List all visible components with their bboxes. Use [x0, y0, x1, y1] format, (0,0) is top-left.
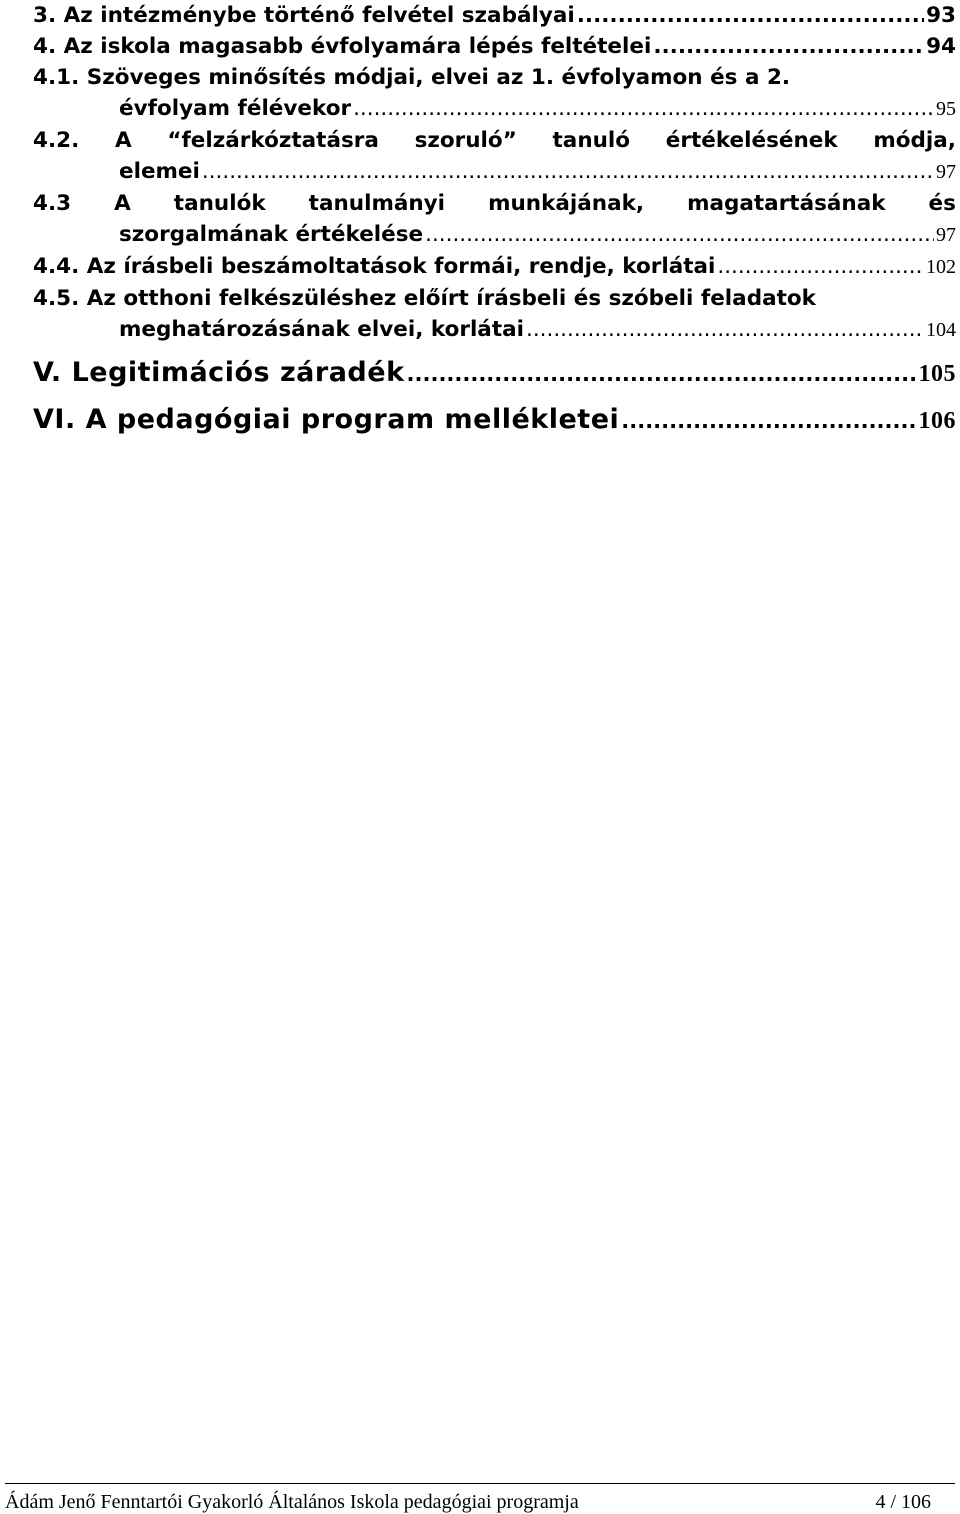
toc-entry-VI[interactable] — [33, 397, 956, 444]
table-of-contents — [33, 0, 956, 444]
toc-entry-title-line2: meghatározásának elvei, korlátai — [119, 317, 524, 342]
toc-word: “felzárkóztatásra — [167, 128, 379, 153]
toc-entry-number: 4.3 — [33, 191, 72, 216]
toc-word: értékelésének — [665, 128, 838, 153]
page-footer — [5, 1483, 955, 1514]
toc-entry-title: 3. Az intézménybe történő felvétel szabályai — [33, 3, 575, 28]
toc-word: magatartásának — [687, 191, 886, 216]
toc-entry-title: 4. Az iskola magasabb évfolyamára lépés feltételei — [33, 34, 652, 59]
toc-entry-V[interactable] — [33, 350, 956, 397]
toc-leader-dots — [577, 0, 924, 31]
toc-entry-title: 4.4. Az írásbeli beszámoltatások formái, rendje, korlátai — [33, 254, 716, 279]
toc-word: A — [114, 128, 132, 153]
toc-entry-title: V. Legitimációs záradék — [33, 357, 405, 388]
toc-page-number: 93 — [926, 3, 956, 28]
toc-page-number: 102 — [926, 256, 956, 278]
toc-entry-title-line2: szorgalmának értékelése — [119, 222, 424, 247]
toc-page-number: 106 — [918, 408, 956, 434]
toc-entry-title-line2: elemei — [119, 159, 200, 184]
footer-document-title: Ádám Jenő Fenntartói Gyakorló Általános Iskola pedagógiai programja — [5, 1491, 579, 1513]
footer-page-number: 4 / 106 — [875, 1491, 931, 1513]
toc-entry-4-4[interactable] — [33, 251, 956, 283]
toc-entry-3[interactable] — [33, 0, 956, 31]
toc-word: tanuló — [552, 128, 631, 153]
toc-entry-number: 4.2. — [33, 128, 80, 153]
toc-leader-dots — [425, 219, 934, 250]
toc-leader-dots — [202, 156, 934, 187]
toc-page-number: 94 — [926, 34, 956, 59]
toc-leader-dots — [526, 314, 924, 345]
toc-entry-4-3[interactable] — [33, 188, 956, 251]
toc-word: tanulmányi — [308, 191, 446, 216]
toc-leader-dots — [717, 251, 924, 282]
toc-entry-4-2[interactable] — [33, 125, 956, 188]
toc-entry-4-1[interactable] — [33, 62, 956, 125]
toc-page-number: 104 — [926, 319, 956, 341]
toc-word: módja, — [873, 128, 956, 153]
toc-word: munkájának, — [488, 191, 645, 216]
toc-leader-dots — [353, 93, 934, 124]
toc-word: A — [114, 191, 131, 216]
toc-page-number: 105 — [918, 361, 956, 387]
toc-entry-title-line1: 4.1. Szöveges minősítés módjai, elvei az 1. évfolyamon és a 2. — [33, 65, 791, 90]
toc-entry-4[interactable] — [33, 31, 956, 62]
toc-entry-title-line1: 4.5. Az otthoni felkészüléshez előírt írásbeli és szóbeli feladatok — [33, 286, 816, 311]
toc-word: tanulók — [173, 191, 266, 216]
toc-page-number: 97 — [936, 224, 956, 246]
toc-entry-title: VI. A pedagógiai program mellékletei — [33, 404, 620, 435]
toc-word: és — [928, 191, 956, 216]
toc-entry-title-line1 — [33, 125, 956, 156]
toc-leader-dots — [653, 31, 924, 62]
toc-word: szoruló” — [414, 128, 517, 153]
toc-leader-dots — [407, 351, 917, 397]
toc-entry-title-line2: évfolyam félévekor — [119, 96, 352, 121]
toc-page-number: 95 — [936, 98, 956, 120]
toc-leader-dots — [621, 398, 916, 444]
toc-entry-title-line1 — [33, 188, 956, 219]
toc-page-number: 97 — [936, 161, 956, 183]
toc-entry-4-5[interactable] — [33, 283, 956, 346]
